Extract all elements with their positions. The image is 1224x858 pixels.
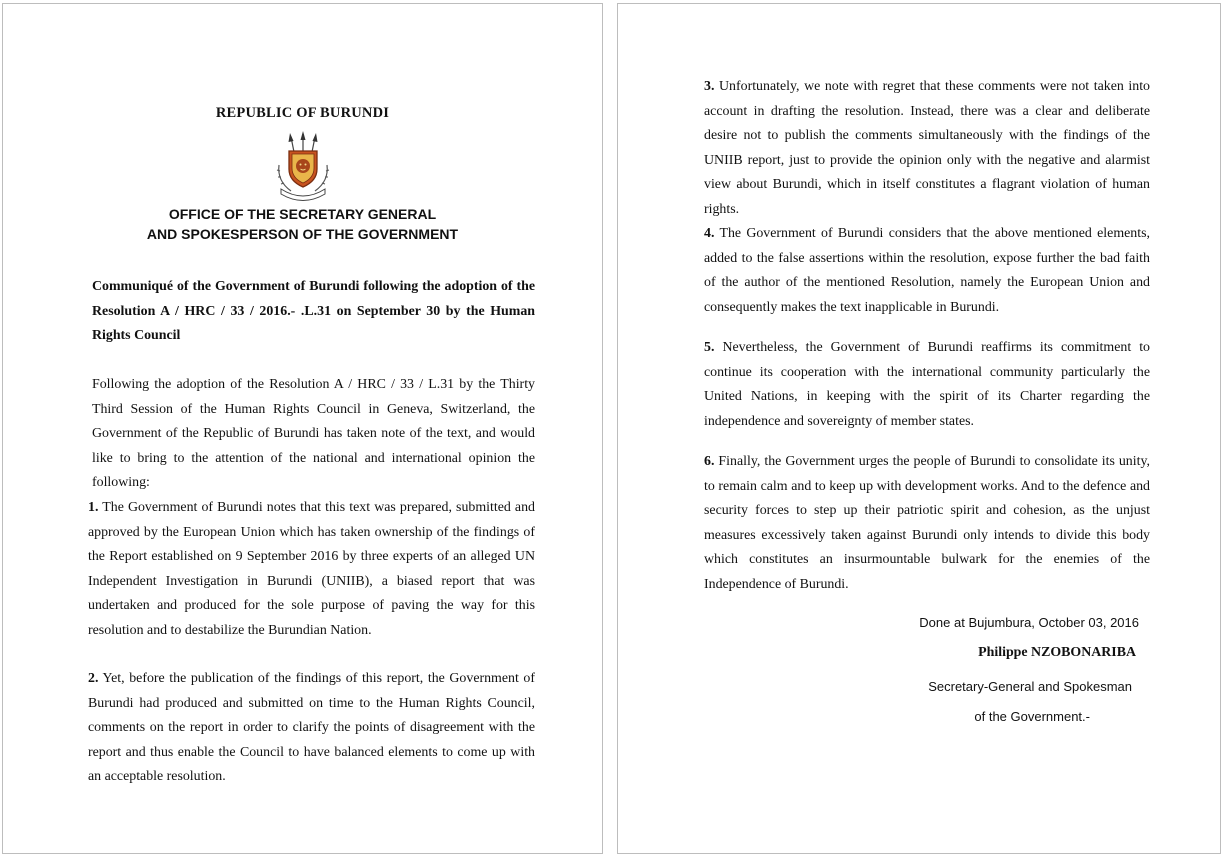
republic-title: REPUBLIC OF BURUNDI	[215, 105, 390, 121]
point-number: 2.	[88, 671, 99, 686]
burundi-coat-of-arms-emblem	[271, 131, 335, 203]
point-3-paragraph	[704, 75, 1150, 222]
done-at-line: Done at Bujumbura, October 03, 2016	[919, 615, 1139, 630]
intro-paragraph: Following the adoption of the Resolution A / HRC / 33 / L.31 by the Thirty Third Session of the Human Rights Council in Geneva, Switzerland, the Government of the Republic of Burundi has taken note of the text, and would like to bring to the attention of the national and international opinion the following:	[92, 377, 535, 490]
point-text: Finally, the Government urges the people of Burundi to consolidate its unity, to remain calm and to keep up with development works. And to the defence and security forces to step up their patriotic spirit and cohesion, as the unjust measures excessively taken against Burundi only intends to divide this body which constitutes an insurmountable bulwark for the enemies of the Independence of Burundi.	[704, 454, 1150, 592]
document-page-left	[2, 3, 603, 854]
signatory-title-continuation: of the Government.-	[974, 709, 1090, 724]
office-title-line-1: OFFICE OF THE SECRETARY GENERAL	[168, 206, 437, 222]
point-number: 6.	[704, 454, 715, 469]
point-text: Yet, before the publication of the findings of this report, the Government of Burundi had produced and submitted on time to the Human Rights Council, comments on the report in order to clarify the points of disagreement with the report and thus enable the Council to have balanced elements to come up with an acceptable resolution.	[88, 671, 535, 784]
point-5-paragraph	[704, 336, 1150, 434]
point-number: 1.	[88, 500, 99, 515]
point-number: 4.	[704, 226, 715, 241]
point-text: Unfortunately, we note with regret that these comments were not taken into account in drafting the resolution. Instead, there was a clear and deliberate desire not to publish the comments simultaneously with the findings of the UNIIB report, just to provide the opinion only with the negative and alarmist view about Burundi, which in itself constitutes a flagrant violation of human rights.	[704, 79, 1150, 217]
point-2-paragraph	[88, 667, 535, 790]
point-number: 3.	[704, 79, 715, 94]
point-number: 5.	[704, 340, 715, 355]
signatory-title: Secretary-General and Spokesman	[928, 679, 1132, 694]
signatory-name: Philippe NZOBONARIBA	[978, 645, 1136, 660]
point-4-paragraph	[704, 222, 1150, 320]
point-1-paragraph	[88, 496, 535, 643]
communique-title: Communiqué of the Government of Burundi following the adoption of the Resolution A / HRC / 33 / 2016.- .L.31 on September 30 by the Human Rights Council	[92, 279, 535, 343]
point-text: The Government of Burundi considers that the above mentioned elements, added to the false assertions within the resolution, expose further the bad faith of the author of the mentioned Resolution, namely the European Union and consequently makes the text inapplicable in Burundi.	[704, 226, 1150, 315]
point-text: Nevertheless, the Government of Burundi reaffirms its commitment to continue its cooperation with the international community particularly the United Nations, in keeping with the spirit of its Charter regarding the independence and sovereignty of member states.	[704, 340, 1150, 429]
document-page-right	[617, 3, 1221, 854]
office-title-line-2: AND SPOKESPERSON OF THE GOVERNMENT	[146, 226, 459, 242]
point-text: The Government of Burundi notes that this text was prepared, submitted and approved by the European Union which has taken ownership of the findings of the Report established on 9 September 2016 by three experts of an alleged UN Independent Investigation in Burundi (UNIIB), a biased report that was undertaken and produced for the sole purpose of paving the way for this resolution and to destabilize the Burundian Nation.	[88, 500, 535, 638]
point-6-paragraph	[704, 450, 1150, 597]
